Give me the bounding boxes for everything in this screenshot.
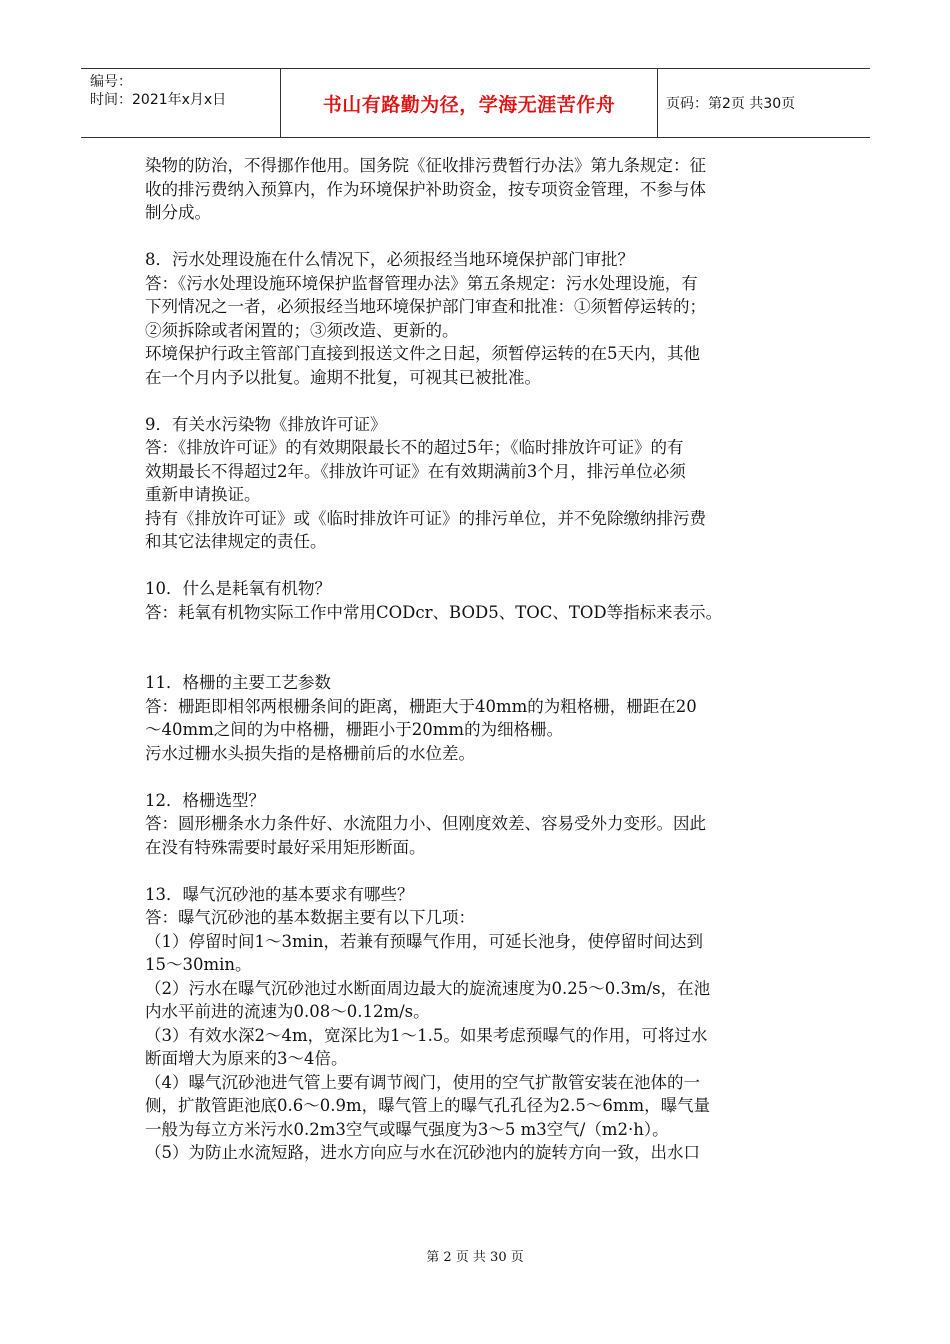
header-page-number: 页码：第2页 共30页 (666, 96, 796, 112)
header-motto: 书山有路勤为径，学海无涯苦作舟 (281, 69, 658, 137)
text-line: 15～30min。 (145, 955, 252, 974)
page-header (81, 68, 870, 138)
text-line: （2）污水在曝气沉砂池过水断面周边最大的旋流速度为0.25～0.3m/s，在池 (145, 978, 711, 998)
document-body (145, 154, 810, 1165)
blank-line (145, 648, 810, 672)
blank-line (145, 765, 810, 789)
text-line: 12．格栅选型？ (145, 790, 265, 810)
text-line: 答：耗氧有机物实际工作中常用CODcr、BOD5、TOC、TOD等指标来表示。 (145, 602, 723, 622)
text-line: 环境保护行政主管部门直接到报送文件之日起，须暂停运转的在5天内，其他 (145, 344, 700, 363)
text-line: （3）有效水深2～4m，宽深比为1～1.5。如果考虑预曝气的作用，可将过水 (145, 1025, 708, 1045)
blank-line (145, 859, 810, 883)
blank-line (145, 624, 810, 648)
text-line: 9．有关水污染物《排放许可证》 (145, 414, 387, 434)
text-line: 在一个月内予以批复。逾期不批复，可视其已被批准。 (145, 367, 541, 387)
text-line: 侧，扩散管距池底0.6～0.9m，曝气管上的曝气孔孔径为2.5～6mm，曝气量 (145, 1096, 711, 1115)
text-line: 一般为每立方米污水0.2m3空气或曝气强度为3～5 m3空气/（m2·h）。 (145, 1119, 669, 1139)
text-line: 答：栅距即相邻两根栅条间的距离，栅距大于40mm的为粗格栅，栅距在20 (145, 696, 697, 716)
text-line: 在没有特殊需要时最好采用矩形断面。 (145, 837, 426, 857)
header-meta (81, 69, 281, 137)
text-line: 下列情况之一者，必须报经当地环境保护部门审查和批准：①须暂停运转的； (145, 297, 706, 316)
text-line: 收的排污费纳入预算内，作为环境保护补助资金，按专项资金管理，不参与体 (145, 179, 706, 199)
text-line: 11．格栅的主要工艺参数 (145, 673, 331, 692)
text-line: 染物的防治，不得挪作他用。国务院《征收排污费暂行办法》第九条规定：征 (145, 156, 706, 175)
document-date: 时间：2021年x月x日 (90, 92, 227, 108)
text-line: 和其它法律规定的责任。 (145, 532, 327, 551)
text-line: 持有《排放许可证》或《临时排放许可证》的排污单位，并不免除缴纳排污费 (145, 508, 706, 528)
text-line: 效期最长不得超过2年。《排放许可证》在有效期满前3个月，排污单位必须 (145, 461, 686, 481)
page-footer: 第 2 页 共 30 页 (426, 1250, 524, 1265)
blank-line (145, 554, 810, 578)
text-line: （1）停留时间1～3min，若兼有预曝气作用，可延长池身，使停留时间达到 (145, 931, 704, 951)
text-line: 答：曝气沉砂池的基本数据主要有以下几项： (145, 908, 475, 927)
text-line: 10．什么是耗氧有机物？ (145, 579, 331, 598)
text-line: 8．污水处理设施在什么情况下，必须报经当地环境保护部门审批？ (145, 250, 634, 269)
text-line: 答：圆形栅条水力条件好、水流阻力小、但刚度效差、容易受外力变形。因此 (145, 814, 706, 833)
text-line: 13．曝气沉砂池的基本要求有哪些？ (145, 884, 414, 904)
text-line: （4）曝气沉砂池进气管上要有调节阀门，使用的空气扩散管安装在池体的一 (145, 1072, 700, 1092)
text-line: ②须拆除或者闲置的；③须改造、更新的。 (145, 320, 459, 340)
text-line: ～40mm之间的为中格栅，栅距小于20mm的为细格栅。 (145, 720, 564, 739)
text-line: 重新申请换证。 (145, 485, 261, 504)
text-line: 制分成。 (145, 203, 211, 222)
blank-line (145, 225, 810, 249)
blank-line (145, 389, 810, 413)
text-line: 断面增大为原来的3～4倍。 (145, 1049, 348, 1068)
document-id-label: 编号： (90, 74, 132, 90)
text-line: 内水平前进的流速为0.08～0.12m/s。 (145, 1002, 430, 1021)
text-line: 答：《污水处理设施环境保护监督管理办法》第五条规定：污水处理设施，有 (145, 273, 698, 293)
text-line: （5）为防止水流短路，进水方向应与水在沉砂池内的旋转方向一致，出水口 (145, 1143, 700, 1162)
text-line: 答：《排放许可证》的有效期限最长不的超过5年；《临时排放许可证》的有 (145, 438, 684, 457)
text-line: 污水过栅水头损失指的是格栅前后的水位差。 (145, 743, 475, 763)
